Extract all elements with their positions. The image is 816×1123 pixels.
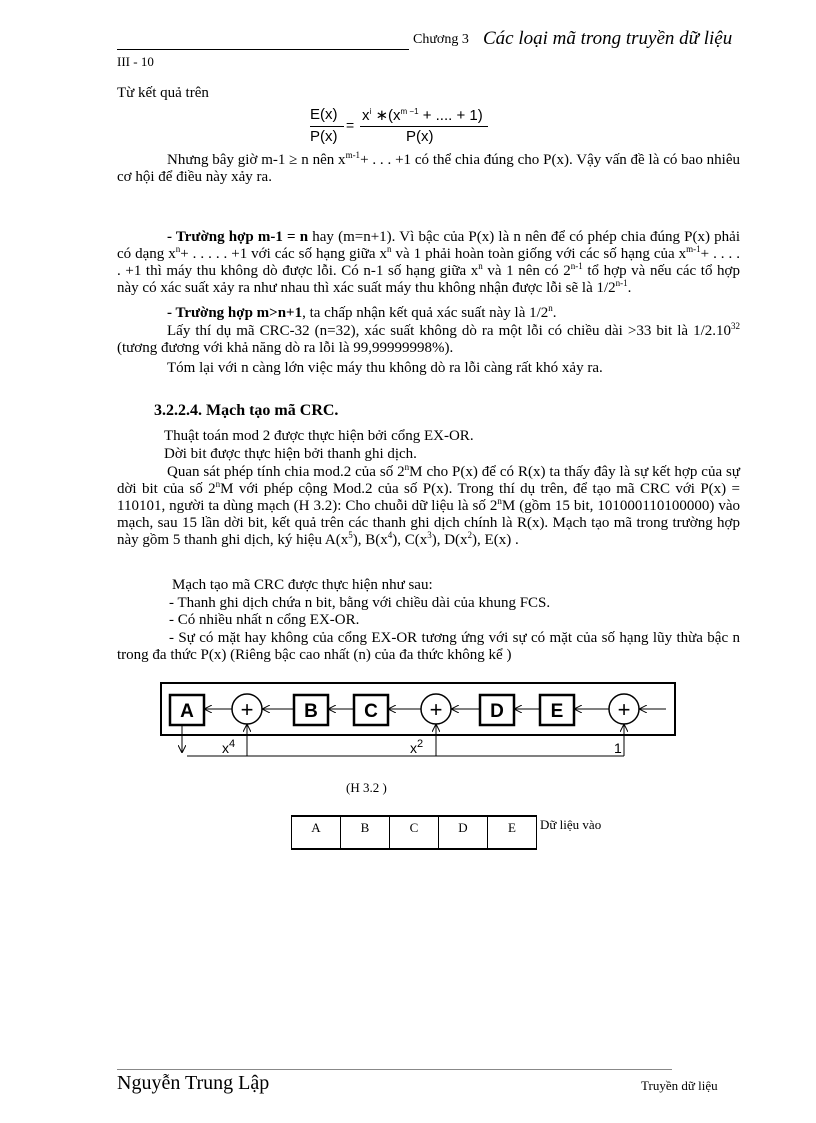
register-e-label: E [550, 701, 564, 722]
body-line-shift: Dời bit được thực hiện bởi thanh ghi dịch. [164, 446, 417, 462]
crc-circuit-diagram [160, 682, 676, 760]
register-d-label: D [490, 701, 504, 722]
intro-text: Từ kết quả trên [117, 85, 209, 101]
paragraph-circuit-description: Quan sát phép tính chia mod.2 của số 2$^n$M cho P(x) để có R(x) ta thấy đây là sự kết hợp của sự dời bit của số 2$^n$M với phép cộng Mod.2 của số P(x). Trong thí dụ trên, để tạo mã CRC với P(x) = 110101, người ta dùng mạch (H 3.2): Cho chuỗi dữ liệu là số 2$^n$M (gồm 15 bit, 101000110100000) vào mạch, sau 15 lần dời bit, kết quả trên các thanh ghi dịch chính là R(x). Mạch tạo mã trong trường hợp này gồm 5 thanh ghi dịch, ký hiệu $A(x^5)$, $B(x^4)$, $C(x^3)$, $D(x^2)$, E(x) . [117, 462, 741, 548]
xor-2-plus: + [429, 697, 443, 722]
paragraph-crc32-example: Lấy thí dụ mã CRC-32 (n=32), xác suất không dò ra một lỗi có chiều dài >33 bit là 1/2.10$^{32}$ (tương đương với khả năng dò ra lỗi là 99,99999998%). [117, 321, 740, 356]
tap-label-x4: $x^4$ [222, 738, 236, 756]
register-cell-e: E [488, 816, 537, 849]
body-line-register: - Thanh ghi dịch chứa n bit, bằng với chiều dài của khung FCS. [169, 595, 551, 611]
paragraph-case-m-greater: - Trường hợp m>n+1, ta chấp nhận kết quả xác suất này là 1/2$^n$. [167, 303, 557, 321]
footer-author: Nguyễn Trung Lập [117, 1072, 270, 1094]
formula-rhs-denominator: P(x) [406, 128, 434, 145]
header-title: Các loại mã trong truyền dữ liệu [483, 28, 733, 49]
register-table [291, 815, 537, 850]
paragraph-divisibility: Nhưng bây giờ m-1 ≥ n nên $x^{m-1}+$ . . . +1 có thể chia đúng cho P(x). Vậy vấn đề là có bao nhiêu cơ hội để điều này xảy ra. [117, 150, 740, 185]
header-rule [117, 49, 409, 50]
register-cell-c: C [390, 816, 439, 849]
page-number: III - 10 [117, 54, 154, 69]
paragraph-summary: Tóm lại với n càng lớn việc máy thu không dò ra lỗi càng rất khó xảy ra. [167, 360, 603, 376]
figure-caption: (H 3.2 ) [346, 780, 387, 795]
section-heading: 3.2.2.4. Mạch tạo mã CRC. [154, 402, 339, 419]
tap-label-1: 1 [614, 740, 622, 756]
paragraph-case-m-minus-1-equals-n: - Trường hợp m-1 = n hay (m=n+1). Vì bậc của P(x) là n nên để có phép chia đúng P(x) phải có dạng $x^n+$ . . . . . +1 với các số hạng giữa $x^n$ và 1 phải hoàn toàn giống với các số hạng của $x^{m-1}+$ . . . . . +1 thì máy thu không dò được lỗi. Có n-1 số hạng giữa $x^n$ và 1 nên có 2$^{n-1}$ tổ hợp và nếu các tổ hợp này có xác suất xảy ra như nhau thì xác suất máy thu không nhận được lỗi sẽ là 1/2$^{n-1}$. [117, 229, 740, 296]
xor-1-plus: + [240, 697, 254, 722]
register-c-label: C [364, 701, 378, 722]
formula-lhs-denominator: P(x) [310, 128, 338, 145]
formula-equals: = [346, 117, 355, 133]
formula-rhs-numerator: $x^i$ $∗(x^{m -1}$ + .... + 1) [362, 107, 483, 124]
register-cell-d: D [439, 816, 488, 849]
register-cell-a: A [292, 816, 341, 849]
formula-lhs-numerator: E(x) [310, 106, 338, 123]
register-b-label: B [304, 701, 318, 722]
tap-label-x2: $x^2$ [410, 738, 424, 756]
body-line-implemented: Mạch tạo mã CRC được thực hiện như sau: [172, 577, 433, 593]
register-cell-b: B [341, 816, 390, 849]
footer-rule [117, 1069, 672, 1070]
body-line-presence: - Sự có mặt hay không của cổng EX-OR tương ứng với sự có mặt của số hạng lũy thừa bậc n trong đa thức P(x) (Riêng bậc cao nhất (n) của đa thức không kể ) [117, 630, 740, 663]
body-line-max-gates: - Có nhiều nhất n cổng EX-OR. [169, 612, 360, 628]
footer-book: Truyền dữ liệu [641, 1078, 718, 1093]
body-line-xor: Thuật toán mod 2 được thực hiện bởi cổng EX-OR. [164, 428, 474, 444]
header-chapter: Chương 3 [413, 32, 469, 47]
xor-3-plus: + [617, 697, 631, 722]
register-a-label: A [180, 701, 194, 722]
formula [310, 106, 500, 146]
data-input-label: Dữ liệu vào [540, 817, 602, 832]
formula-lhs-bar [310, 126, 344, 127]
formula-rhs-bar [360, 126, 488, 127]
